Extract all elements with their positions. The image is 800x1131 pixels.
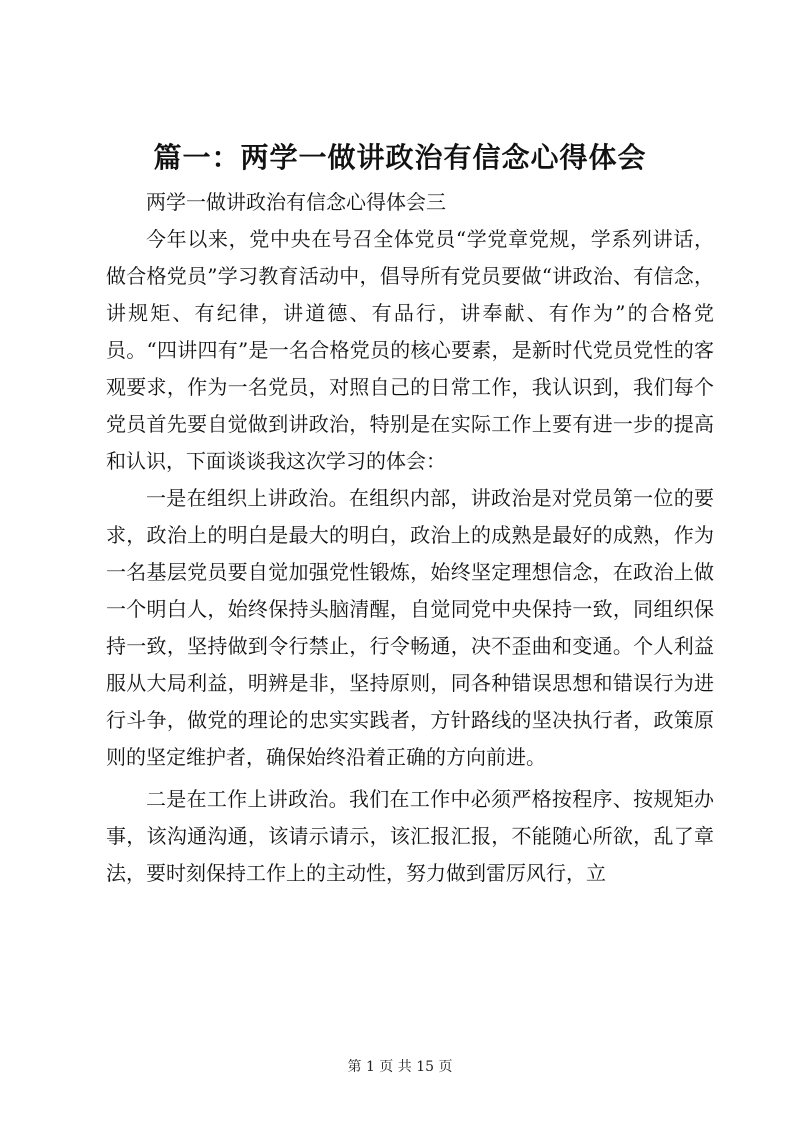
document-title: 篇一：两学一做讲政治有信念心得体会 bbox=[153, 141, 647, 174]
subtitle-paragraph: 两学一做讲政治有信念心得体会三 bbox=[146, 190, 446, 214]
point-two-paragraph: 二是在工作上讲政治。我们在工作中必须严格按程序、按规矩办事，该沟通沟通，该请示请示，该汇报汇报，不能随心所欲，乱了章法，要时刻保持工作上的主动性，努力做到雷厉风行，立 bbox=[106, 787, 714, 885]
document-body bbox=[106, 184, 714, 892]
point-one-paragraph: 一是在组织上讲政治。在组织内部，讲政治是对党员第一位的要求，政治上的明白是最大的明白，政治上的成熟是最好的成熟，作为一名基层党员要自觉加强党性锻炼，始终坚定理想信念，在政治上做一个明白人，始终保持头脑清醒，自觉同党中央保持一致，同组织保持一致，坚持做到令行禁止，行令畅通，决不歪曲和变通。个人利益服从大局利益，明辨是非，坚持原则，同各种错误思想和错误行为进行斗争，做党的理论的忠实实践者，方针路线的坚决执行者，政策原则的坚定维护者，确保始终沿着正确的方向前进。 bbox=[106, 486, 714, 769]
page-number: 第 1 页 共 15 页 bbox=[347, 1059, 453, 1075]
intro-paragraph: 今年以来，党中央在号召全体党员“学党章党规，学系列讲话，做合格党员”学习教育活动中，倡导所有党员要做“讲政治、有信念，讲规矩、有纪律，讲道德、有品行，讲奉献、有作为”的合格党员。“四讲四有”是一名合格党员的核心要素，是新时代党员党性的客观要求，作为一名党员，对照自己的日常工作，我认识到，我们每个党员首先要自觉做到讲政治，特别是在实际工作上要有进一步的提高和认识，下面谈谈我这次学习的体会： bbox=[106, 227, 714, 473]
